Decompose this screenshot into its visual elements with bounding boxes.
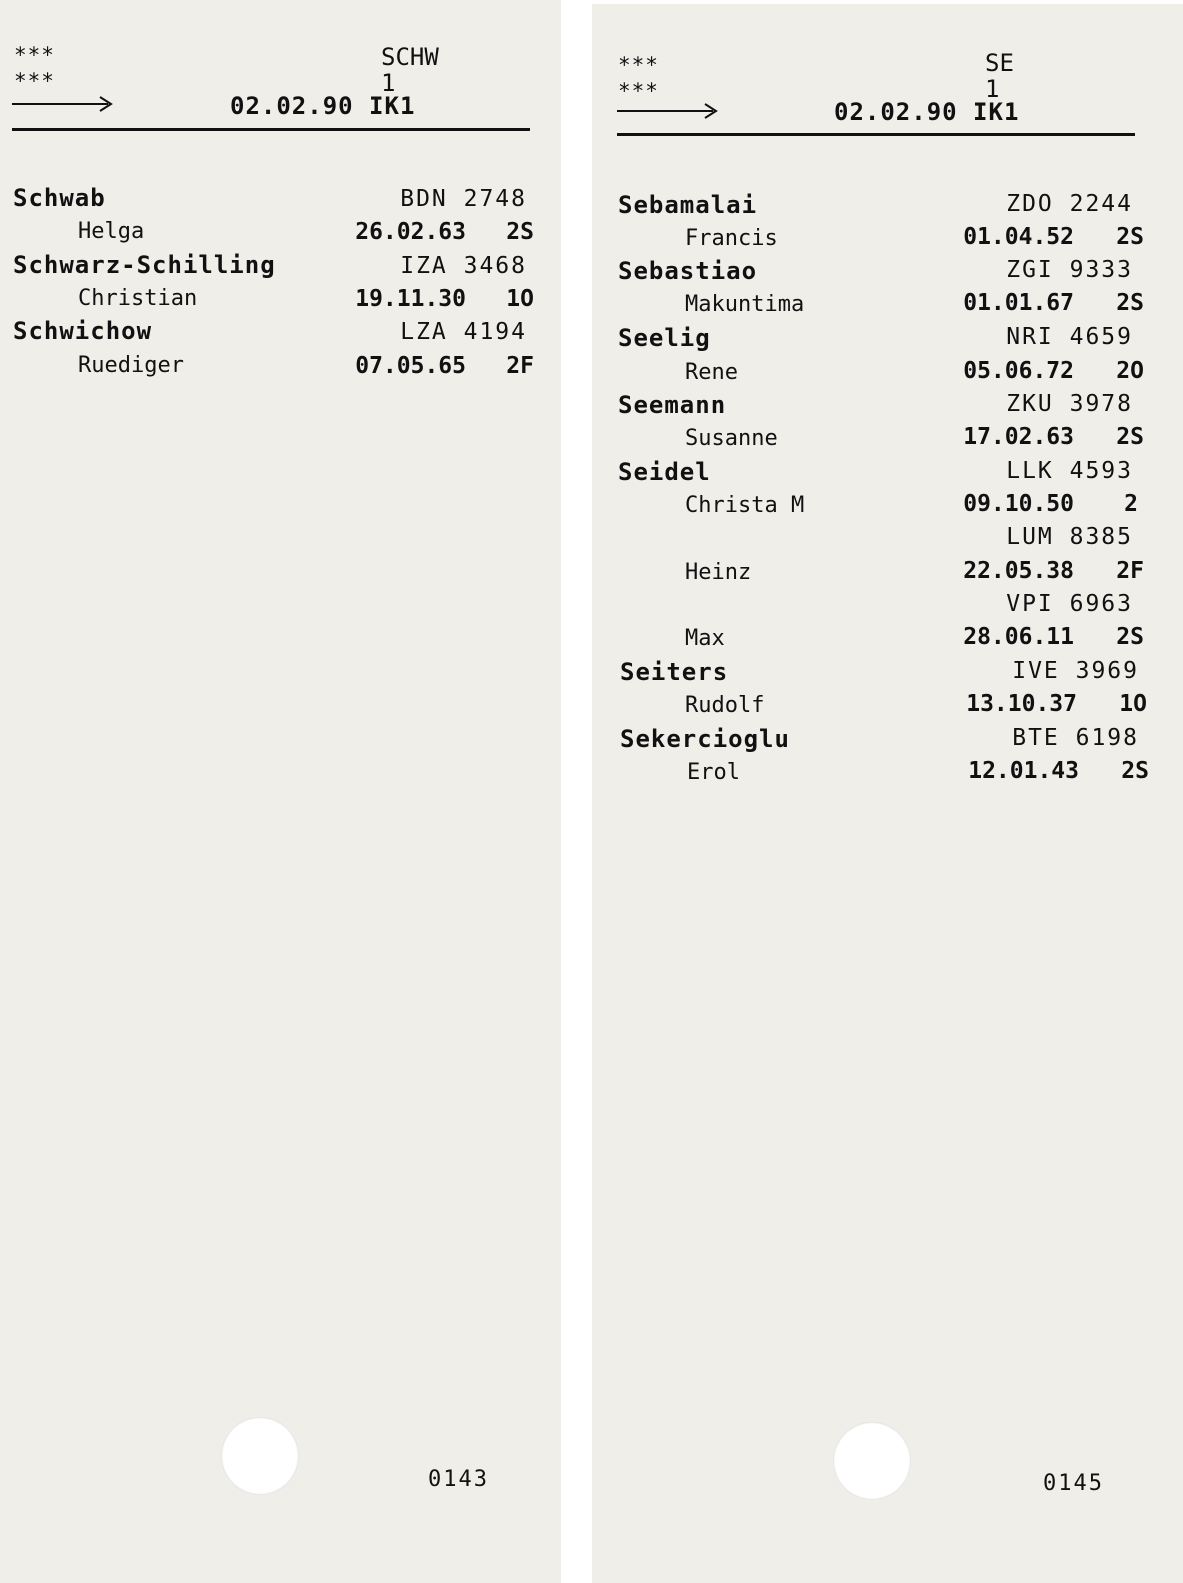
- card-marks: [14, 42, 55, 94]
- entry-dob: 12.01.43: [968, 758, 1079, 784]
- arrow-icon: [12, 94, 116, 114]
- entry-dob: 01.04.52: [963, 224, 1074, 250]
- entry-class: 2F: [506, 353, 534, 379]
- list-date: 02.02.90: [230, 92, 354, 120]
- entry-id: VPI 6963: [1006, 591, 1133, 617]
- entry-id: ZKU 3978: [1006, 391, 1133, 417]
- entry-surname: Sebamalai: [618, 191, 758, 219]
- entry-given-name: Erol: [687, 760, 740, 785]
- card-marks: [618, 52, 659, 104]
- list-code: IK1: [973, 98, 1020, 126]
- entry-id: BTE 6198: [1012, 725, 1139, 751]
- header-rule: [617, 133, 1135, 136]
- entry-dob: 26.02.63: [355, 219, 466, 245]
- entry-dob: 05.06.72: [963, 358, 1074, 384]
- entry-class: 2S: [1116, 424, 1144, 450]
- entry-id: LLK 4593: [1006, 458, 1133, 484]
- card-code: [985, 50, 1014, 102]
- card-code: [381, 44, 439, 96]
- header-date-line: [834, 98, 1019, 126]
- marks-line-2: ***: [14, 69, 55, 93]
- entry-class: 1O: [1119, 691, 1147, 717]
- header-date-line: [230, 92, 415, 120]
- code-line-1: SCHW: [381, 43, 439, 71]
- entry-given-name: Susanne: [685, 426, 778, 451]
- punch-hole: [221, 1417, 299, 1495]
- entry-surname: Schwichow: [13, 317, 153, 345]
- entry-class: 2O: [1116, 358, 1144, 384]
- entry-dob: 07.05.65: [355, 353, 466, 379]
- marks-line-1: ***: [14, 43, 55, 67]
- entry-surname: Seelig: [618, 324, 711, 352]
- entry-given-name: Rudolf: [685, 693, 765, 718]
- entry-dob: 17.02.63: [963, 424, 1074, 450]
- entry-surname: Schwab: [13, 184, 106, 212]
- entry-dob: 13.10.37: [966, 691, 1077, 717]
- entry-class: 2: [1124, 491, 1138, 517]
- entry-surname: Sebastiao: [618, 257, 758, 285]
- arrow-icon: [617, 101, 721, 121]
- marks-line-1: ***: [618, 53, 659, 77]
- entry-id: IZA 3468: [400, 253, 527, 279]
- entry-class: 1O: [506, 286, 534, 312]
- code-line-2: 1: [985, 75, 1000, 103]
- entry-given-name: Christa M: [685, 493, 805, 518]
- entry-dob: 09.10.50: [963, 491, 1074, 517]
- entry-class: 2S: [1116, 290, 1144, 316]
- entry-class: 2S: [1116, 624, 1144, 650]
- card-number: 0143: [428, 1467, 489, 1492]
- list-code: IK1: [369, 92, 416, 120]
- punch-hole: [833, 1422, 911, 1500]
- list-date: 02.02.90: [834, 98, 958, 126]
- entry-dob: 22.05.38: [963, 558, 1074, 584]
- entry-id: ZDO 2244: [1006, 191, 1133, 217]
- code-line-2: 1: [381, 69, 396, 97]
- entry-given-name: Ruediger: [78, 353, 184, 378]
- entry-id: BDN 2748: [400, 186, 527, 212]
- code-line-1: SE: [985, 49, 1014, 77]
- entry-id: NRI 4659: [1006, 324, 1133, 350]
- entry-id: ZGI 9333: [1006, 257, 1133, 283]
- entry-surname: Seidel: [618, 458, 711, 486]
- entry-dob: 19.11.30: [355, 286, 466, 312]
- entry-class: 2S: [1121, 758, 1149, 784]
- marks-line-2: ***: [618, 79, 659, 103]
- entry-surname: Schwarz-Schilling: [13, 251, 276, 279]
- entry-class: 2S: [506, 219, 534, 245]
- index-card-left: [0, 0, 561, 1583]
- entry-given-name: Rene: [685, 360, 738, 385]
- entry-class: 2F: [1116, 558, 1144, 584]
- entry-surname: Seemann: [618, 391, 727, 419]
- entry-id: IVE 3969: [1012, 658, 1139, 684]
- entry-surname: Seiters: [620, 658, 729, 686]
- entry-id: LUM 8385: [1006, 524, 1133, 550]
- entry-class: 2S: [1116, 224, 1144, 250]
- card-number: 0145: [1043, 1471, 1104, 1496]
- entry-given-name: Makuntima: [685, 292, 805, 317]
- entry-dob: 28.06.11: [963, 624, 1074, 650]
- entry-given-name: Max: [685, 626, 725, 651]
- entry-id: LZA 4194: [400, 319, 527, 345]
- entry-given-name: Francis: [685, 226, 778, 251]
- entry-given-name: Christian: [78, 286, 198, 311]
- entry-given-name: Helga: [78, 219, 145, 244]
- index-card-right: [592, 4, 1183, 1583]
- entry-dob: 01.01.67: [963, 290, 1074, 316]
- header-rule: [12, 128, 530, 131]
- entry-given-name: Heinz: [685, 560, 752, 585]
- entry-surname: Sekercioglu: [620, 725, 790, 753]
